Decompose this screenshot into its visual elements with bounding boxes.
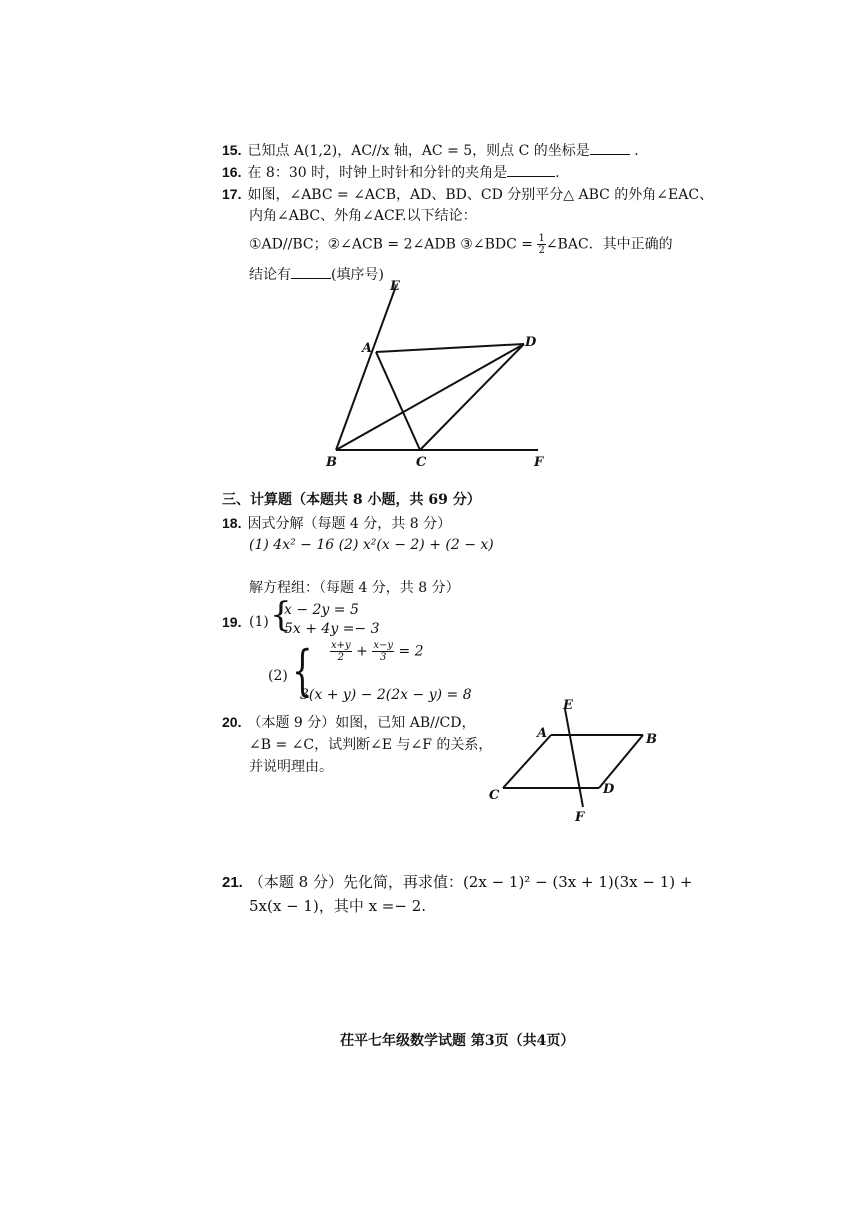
fraction-denominator: 2 bbox=[538, 245, 545, 256]
question-20-line3: 并说明理由。 bbox=[249, 759, 333, 775]
label-a: A bbox=[362, 341, 373, 356]
question-number: 18. bbox=[222, 515, 242, 531]
system-1-label: (1) bbox=[249, 614, 269, 630]
answer-blank bbox=[590, 142, 630, 155]
conclusions-text: ①AD//BC；②∠ACB = 2∠ADB ③∠BDC = bbox=[249, 236, 533, 253]
line-a-c bbox=[376, 352, 420, 450]
question-number: 16. bbox=[222, 164, 242, 180]
question-line: （本题 8 分）先化简，再求值：(2x − 1)² − (3x + 1)(3x − 1) + bbox=[248, 873, 693, 891]
question-17 bbox=[222, 184, 713, 205]
line-a-d bbox=[376, 344, 524, 352]
question-number: 19. bbox=[222, 614, 242, 630]
line-b-d bbox=[336, 344, 524, 450]
question-18 bbox=[222, 513, 451, 534]
answer-blank bbox=[507, 164, 555, 177]
question-17-line2: 内角∠ABC、外角∠ACF.以下结论： bbox=[249, 208, 477, 224]
question-title: 因式分解（每题 4 分，共 8 分） bbox=[247, 516, 452, 532]
line-b-d bbox=[599, 735, 643, 788]
plus-sign: + bbox=[356, 643, 368, 660]
fraction-half bbox=[537, 233, 545, 256]
answer-prompt: 结论有 bbox=[249, 267, 291, 283]
equation-rhs: = 2 bbox=[398, 643, 424, 660]
conclusions-text-end: ∠BAC．其中正确的 bbox=[545, 236, 673, 253]
question-number: 17. bbox=[222, 186, 242, 202]
system-2-eq1 bbox=[330, 640, 424, 663]
question-17-line3 bbox=[249, 233, 673, 256]
system-1-brace: { bbox=[270, 595, 292, 635]
question-number: 21. bbox=[222, 874, 243, 891]
fraction-numerator: 1 bbox=[538, 233, 545, 244]
question-21 bbox=[222, 872, 692, 893]
line-e-f bbox=[565, 709, 583, 807]
fraction-denominator: 3 bbox=[379, 652, 387, 663]
question-21-line2: 5x(x − 1)，其中 x =− 2. bbox=[249, 897, 427, 915]
system-2-eq2: 3(x + y) − 2(2x − y) = 8 bbox=[300, 687, 472, 703]
question-line: （本题 9 分）如图，已知 AB//CD， bbox=[247, 715, 476, 731]
question-line: 如图，∠ABC = ∠ACB，AD、BD、CD 分别平分△ ABC 的外角∠EAC、 bbox=[247, 187, 714, 203]
factor-expressions: (1) 4x² − 16 (2) x²(x − 2) + (2 − x) bbox=[249, 537, 494, 553]
line-c-d bbox=[420, 344, 524, 450]
figure-q20 bbox=[485, 695, 665, 825]
fraction-denominator: 2 bbox=[337, 652, 345, 663]
system-2-label: (2) bbox=[268, 668, 288, 684]
system-1-eq2: 5x + 4y =− 3 bbox=[284, 621, 380, 637]
label-b: B bbox=[326, 455, 337, 470]
label-d: D bbox=[603, 782, 615, 797]
question-number: 15. bbox=[222, 142, 242, 158]
system-2-brace: { bbox=[292, 639, 313, 702]
question-end: . bbox=[634, 143, 639, 159]
fraction-x-plus-y bbox=[330, 640, 352, 663]
answer-hint: (填序号) bbox=[331, 267, 384, 283]
page-footer: 茌平七年级数学试题 第3页（共4页） bbox=[340, 1033, 575, 1049]
fraction-x-minus-y bbox=[372, 640, 394, 663]
label-e: E bbox=[390, 280, 400, 294]
label-c: C bbox=[416, 455, 427, 470]
label-f: F bbox=[534, 455, 544, 470]
question-19-number bbox=[222, 612, 247, 633]
question-end: . bbox=[555, 165, 560, 181]
line-a-c bbox=[503, 735, 551, 788]
label-e: E bbox=[563, 698, 573, 713]
system-title: 解方程组：（每题 4 分，共 8 分） bbox=[249, 580, 460, 596]
section-heading: 三、计算题（本题共 8 小题，共 69 分） bbox=[222, 492, 481, 508]
question-text: 已知点 A(1,2)，AC//x 轴，AC = 5，则点 C 的坐标是 bbox=[247, 143, 590, 159]
label-d: D bbox=[525, 335, 537, 350]
answer-blank bbox=[291, 266, 331, 279]
fraction-numerator: x−y bbox=[373, 640, 393, 651]
question-16 bbox=[222, 162, 560, 183]
label-c: C bbox=[489, 788, 500, 803]
fraction-numerator: x+y bbox=[331, 640, 351, 651]
figure-q17 bbox=[320, 280, 560, 470]
label-a: A bbox=[537, 726, 548, 741]
label-b: B bbox=[646, 732, 657, 747]
label-f: F bbox=[575, 810, 585, 825]
system-1-eq1: x − 2y = 5 bbox=[284, 602, 359, 618]
question-20-line2: ∠B = ∠C，试判断∠E 与∠F 的关系， bbox=[249, 737, 493, 753]
question-20 bbox=[222, 712, 476, 733]
question-text: 在 8：30 时，时钟上时针和分针的夹角是 bbox=[247, 165, 508, 181]
question-15 bbox=[222, 140, 639, 161]
question-number: 20. bbox=[222, 714, 242, 730]
line-b-e bbox=[336, 286, 396, 450]
